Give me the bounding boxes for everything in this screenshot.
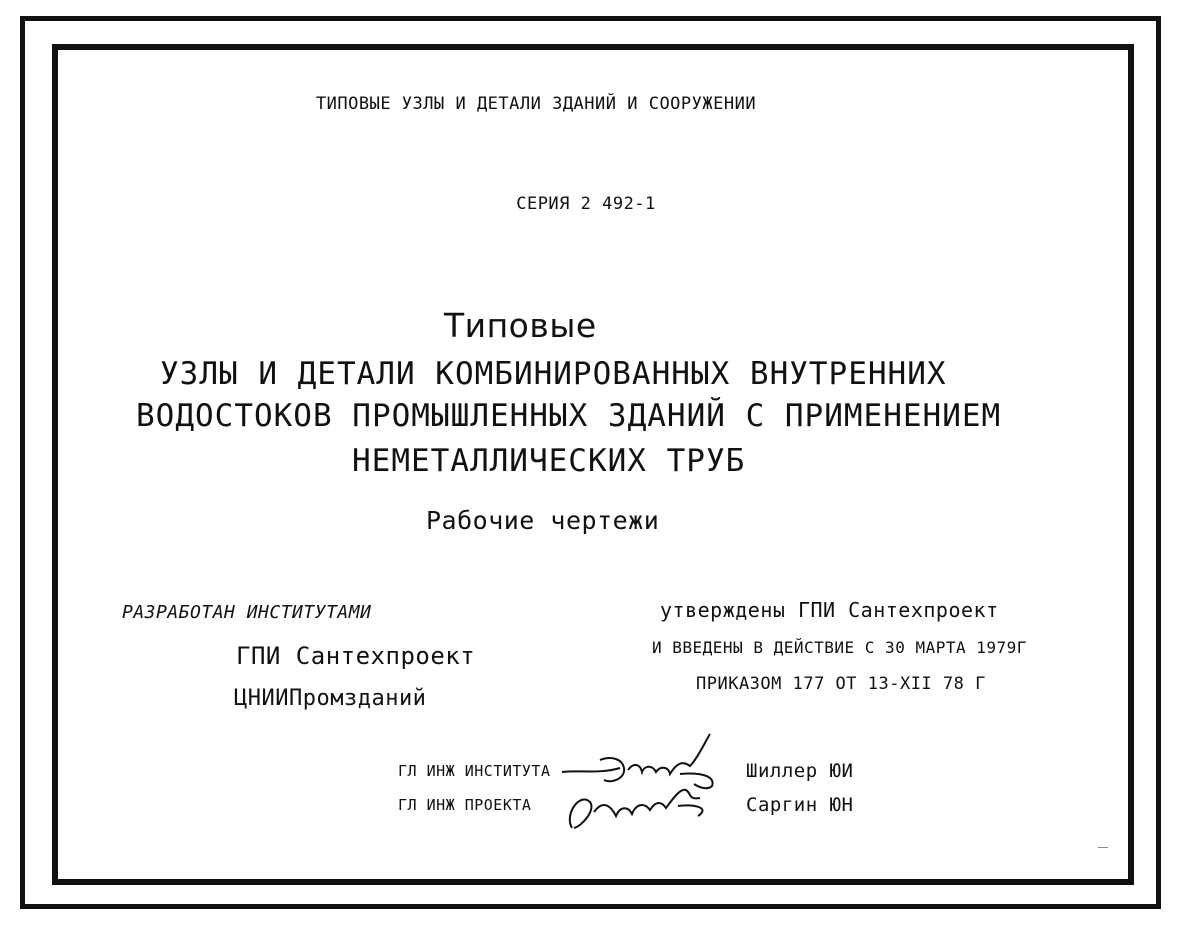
title-line-4: НЕМЕТАЛЛИЧЕСКИХ ТРУБ (352, 443, 746, 479)
handwritten-signature-2 (560, 778, 730, 838)
approved-line-1: утверждены ГПИ Сантехпроект (660, 598, 999, 622)
signer-name-1: Шиллер ЮИ (746, 760, 854, 782)
developed-label: РАЗРАБОТАН ИНСТИТУТАМИ (122, 602, 372, 623)
title-line-3: ВОДОСТОКОВ ПРОМЫШЛЕННЫХ ЗДАНИЙ С ПРИМЕНЕНИЕМ (136, 398, 1002, 434)
collection-title: ТИПОВЫЕ УЗЛЫ И ДЕТАЛИ ЗДАНИЙ И СООРУЖЕНИИ (315, 94, 757, 114)
signer-name-2: Саргин ЮН (746, 794, 854, 816)
developer-org-2: ЦНИИПромзданий (234, 686, 427, 711)
main-title: Типовые (444, 306, 597, 345)
approved-line-2: И ВВЕДЕНЫ В ДЕЙСТВИЕ С 30 МАРТА 1979Г (652, 638, 1027, 657)
title-line-2: УЗЛЫ И ДЕТАЛИ КОМБИНИРОВАННЫХ ВНУТРЕННИХ (160, 356, 947, 392)
developer-org-1: ГПИ Сантехпроект (236, 642, 476, 670)
signature-role-2: ГЛ ИНЖ ПРОЕКТА (398, 796, 532, 814)
approved-line-3: ПРИКАЗОМ 177 ОТ 13-XII 78 Г (696, 674, 986, 694)
scan-mark (1098, 847, 1108, 848)
subtitle-working-drawings: Рабочие чертежи (426, 506, 660, 535)
series-number: СЕРИЯ 2 492-1 (516, 194, 656, 214)
signature-role-1: ГЛ ИНЖ ИНСТИТУТА (398, 762, 551, 780)
